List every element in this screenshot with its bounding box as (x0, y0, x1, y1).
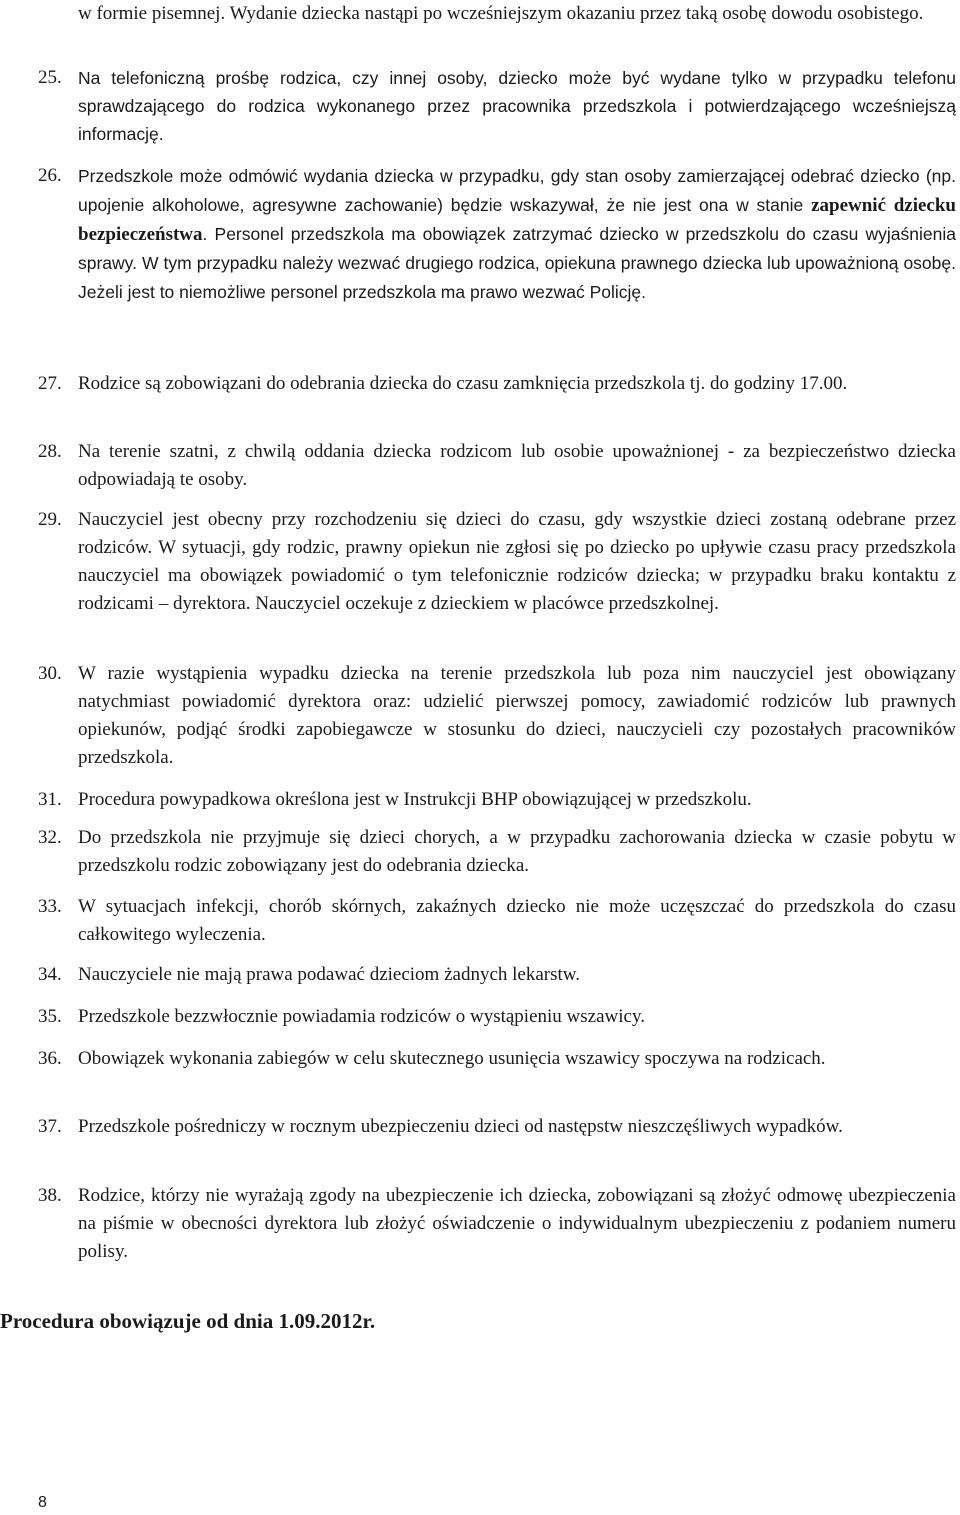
item-text (78, 162, 956, 307)
item-text: Procedura powypadkowa określona jest w Instrukcji BHP obowiązującej w przedszkolu. (78, 789, 752, 810)
page-number: 8 (38, 1494, 47, 1511)
item-text: Nauczyciel jest obecny przy rozchodzeniu się dzieci do czasu, gdy wszystkie dzieci zostaną odebrane przez rodziców. W sytuacji, gdy rodzic, prawny opiekun nie zgłosi się po dziecko po upływie czasu pracy przedszkola nauczyciel ma obowiązek powiadomić o tym telefonicznie rodziców dziecka; w przypadku braku kontaktu z rodzicami – dyrektora. Nauczyciel oczekuje z dzieckiem w placówce przedszkolnej. (78, 509, 956, 614)
item-number: 36. (38, 1048, 62, 1069)
item-text: Na telefoniczną prośbę rodzica, czy innej osoby, dziecko może być wydane tylko w przypadku telefonu sprawdzającego do rodzica wykonanego przez pracownika przedszkola i potwierdzającego wcześniejszą informację. (78, 68, 956, 144)
item-text: Na terenie szatni, z chwilą oddania dziecka rodzicom lub osobie upoważnionej - za bezpieczeństwo dziecka odpowiadają te osoby. (78, 441, 956, 490)
item-number: 33. (38, 896, 62, 917)
item-text: Nauczyciele nie mają prawa podawać dzieciom żadnych lekarstw. (78, 964, 581, 985)
item-number: 26. (38, 165, 62, 186)
item-text: W razie wystąpienia wypadku dziecka na terenie przedszkola lub poza nim nauczyciel jest obowiązany natychmiast powiadomić dyrektora oraz: udzielić pierwszej pomocy, zawiadomić rodziców lub prawnych opiekunów, podjąć środki zapobiegawcze w stosunku do dzieci, nauczycieli czy pozostałych pracowników przedszkola. (78, 663, 956, 768)
item-number: 32. (38, 827, 62, 848)
effective-date-statement: Procedura obowiązuje od dnia 1.09.2012r. (0, 1309, 376, 1333)
item-text: Rodzice, którzy nie wyrażają zgody na ubezpieczenie ich dziecka, zobowiązani są złożyć odmowę ubezpieczenia na piśmie w obecności dyrektora lub złożyć oświadczenie o indywidualnym ubezpieczeniu z podaniem numeru polisy. (78, 1185, 956, 1262)
item-number: 30. (38, 663, 62, 684)
item-number: 25. (38, 67, 62, 88)
item-number: 28. (38, 441, 62, 462)
item-text-part: Przedszkole może odmówić wydania dziecka w przypadku, gdy stan osoby zamierzającej odebrać dziecko (np. upojenie alkoholowe, agresywne zachowanie) będzie wskazywał, że nie jest ona w stanie (78, 166, 956, 215)
item-text: Obowiązek wykonania zabiegów w celu skutecznego usunięcia wszawicy spoczywa na rodzicach. (78, 1048, 826, 1069)
item-number: 34. (38, 964, 62, 985)
item-number: 31. (38, 789, 62, 810)
item-number: 27. (38, 373, 62, 394)
item-text: Przedszkole pośredniczy w rocznym ubezpieczeniu dzieci od następstw nieszczęśliwych wypadków. (78, 1116, 843, 1137)
item-text: W sytuacjach infekcji, chorób skórnych, zakaźnych dziecko nie może uczęszczać do przedszkola do czasu całkowitego wyleczenia. (78, 896, 956, 945)
item-number: 35. (38, 1006, 62, 1027)
item-number: 29. (38, 509, 62, 530)
item-text: Do przedszkola nie przyjmuje się dzieci chorych, a w przypadku zachorowania dziecka w czasie pobytu w przedszkolu rodzic zobowiązany jest do odebrania dziecka. (78, 827, 956, 876)
item-number: 37. (38, 1116, 62, 1137)
item-text-part: . Personel przedszkola ma obowiązek zatrzymać dziecko w przedszkolu do czasu wyjaśnienia sprawy. W tym przypadku należy wezwać drugiego rodzica, opiekuna prawnego dziecka lub upoważnioną osobę. Jeżeli jest to niemożliwe personel przedszkola ma prawo wezwać Policję. (78, 224, 956, 302)
continuation-paragraph: w formie pisemnej. Wydanie dziecka nastąpi po wcześniejszym okazaniu przez taką osobę dowodu osobistego. (78, 3, 924, 24)
item-number: 38. (38, 1185, 62, 1206)
item-text: Przedszkole bezzwłocznie powiadamia rodziców o wystąpieniu wszawicy. (78, 1006, 645, 1027)
item-text-bold: zapewnić dziecku bezpieczeństwa (78, 195, 956, 245)
item-text: Rodzice są zobowiązani do odebrania dziecka do czasu zamknięcia przedszkola tj. do godziny 17.00. (78, 373, 848, 394)
